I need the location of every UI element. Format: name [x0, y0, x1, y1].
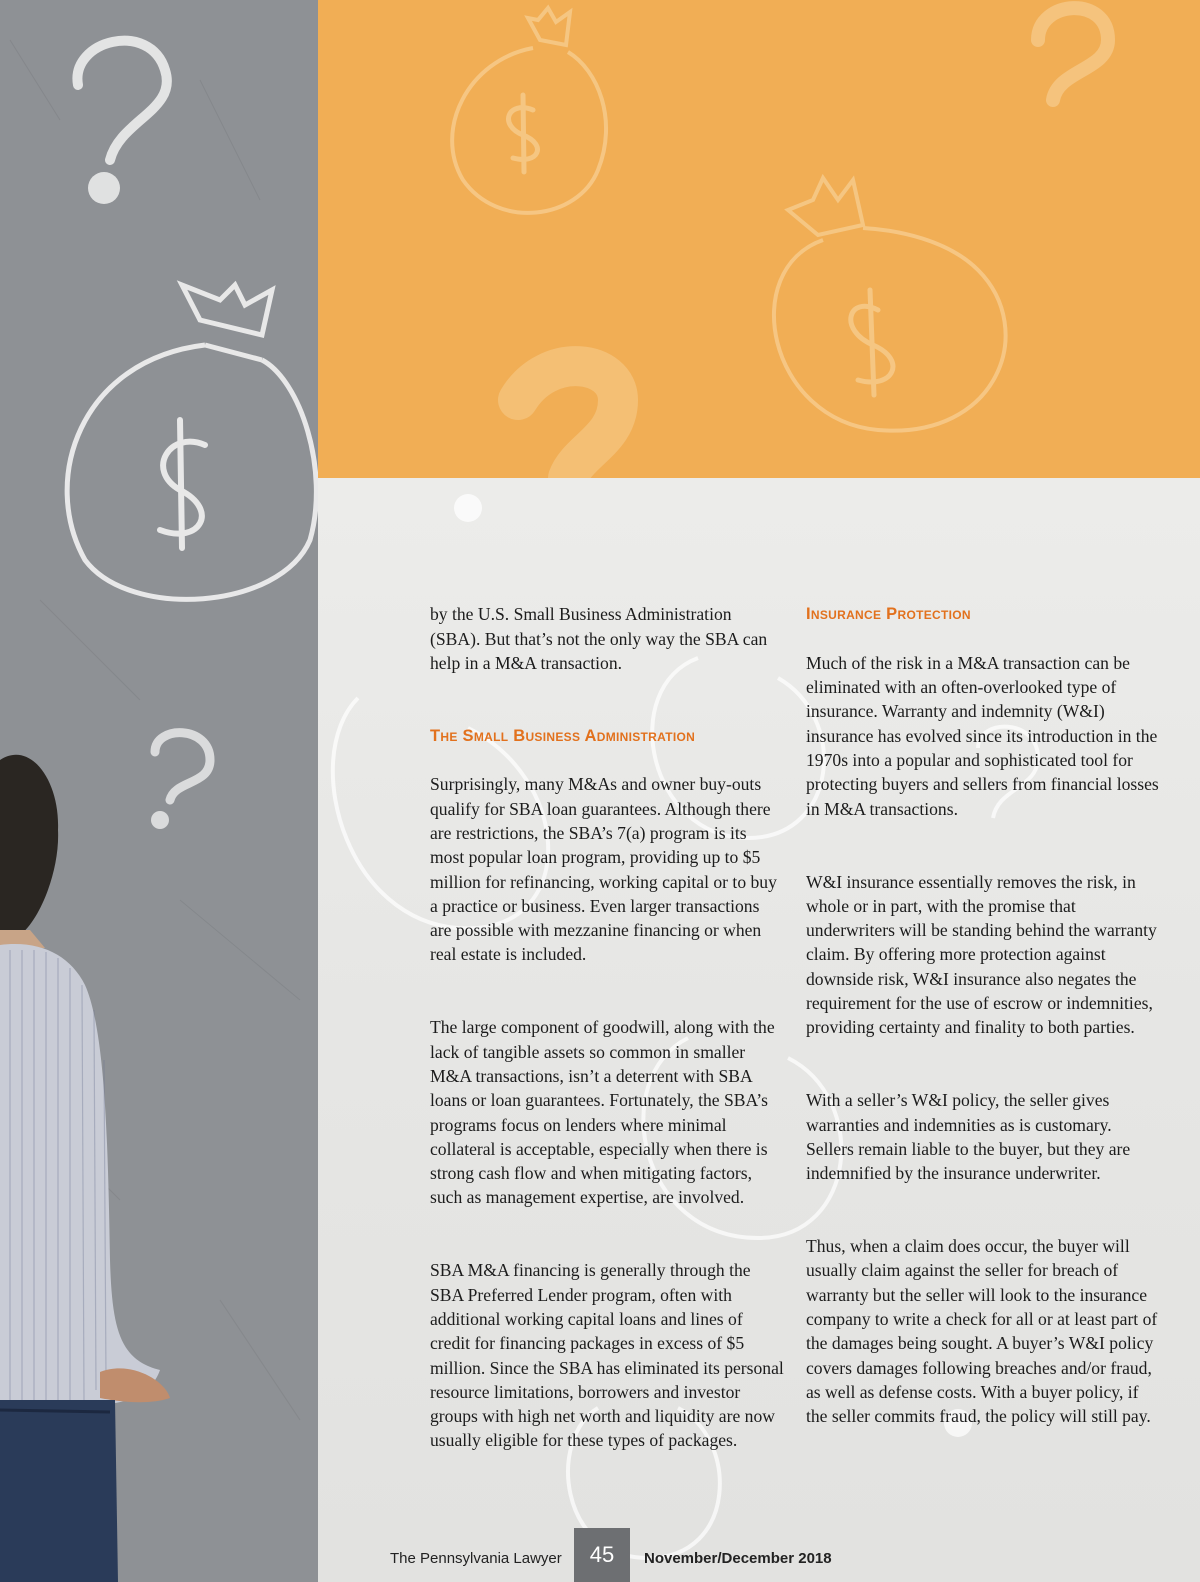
- person-jeans: [0, 1400, 118, 1582]
- orange-header-panel: [318, 0, 1200, 478]
- body-paragraph: Thus, when a claim does occur, the buyer will usually claim against the seller for breach of warranty but the seller will look to the insurance company to write a check for all or at least part of the damages being sought. A buyer’s W&I policy covers damages following breaches and/or fraud, as well as defense costs. With a buyer policy, if the seller commits fraud, the policy will still pay.: [806, 1236, 1158, 1427]
- dollar-sign-icon: [509, 95, 538, 172]
- orange-doodle-illustration: [318, 0, 1200, 478]
- body-paragraph: by the U.S. Small Business Administration (SBA). But that’s not the only way the SBA can help in a M&A transaction.: [430, 604, 768, 673]
- question-mark-dot: [151, 811, 169, 829]
- question-mark-dot: [88, 172, 120, 204]
- left-text-column: [430, 578, 785, 1501]
- body-paragraph: The large component of goodwill, along with the lack of tangible assets so common in smaller M&A transactions, isn’t a deterrent with SBA loans or loan guarantees. Fortunately, the SBA’s programs focus on lenders where minimal collateral is acceptable, especially when there is strong cash flow and when mitigating factors, such as management expertise, are involved.: [430, 1017, 775, 1208]
- section-heading-insurance: Insurance Protection: [806, 605, 971, 624]
- question-mark-icon: [1038, 8, 1108, 100]
- page-number: 45: [574, 1528, 630, 1582]
- dollar-sign-icon: [851, 290, 893, 395]
- body-paragraph: Surprisingly, many M&As and owner buy-outs qualify for SBA loan guarantees. Although there are restrictions, the SBA’s 7(a) program is its most popular loan program, providing up to $5 million for refinancing, working capital or to buy a practice or business. Even larger transactions are possible with mezzanine financing or when real estate is included.: [430, 774, 777, 965]
- body-paragraph: SBA M&A financing is generally through the SBA Preferred Lender program, often with additional working capital loans and lines of credit for financing packages in excess of $5 million. Since the SBA has eliminated its personal resource limitations, borrowers and investor groups with high net worth and liquidity are now usually eligible for these types of packages.: [430, 1260, 784, 1451]
- chalk-doodle-illustration: [0, 0, 318, 1582]
- body-paragraph: W&I insurance essentially removes the risk, in whole or in part, with the promise that underwriters will be standing behind the warranty claim. By offering more protection against downside risk, W&I insurance also negates the requirement for the use of escrow or indemnities, providing certainty and finality to both parties.: [806, 871, 1157, 1038]
- question-mark-dot: [454, 494, 482, 522]
- issue-date: November/December 2018: [644, 1550, 832, 1567]
- question-mark-icon: [518, 366, 618, 478]
- body-paragraph: Much of the risk in a M&A transaction can be eliminated with an often-overlooked type of insurance. Warranty and indemnity (W&I) insurance has evolved since its introduction in the 1970s into a popular and sophisticated tool for protecting buyers and sellers from financial losses in M&A transactions.: [806, 652, 1159, 819]
- photo-strip: [0, 0, 318, 1582]
- section-heading-sba: The Small Business Administration: [430, 726, 696, 745]
- publication-name: The Pennsylvania Lawyer: [390, 1550, 562, 1567]
- right-text-column: [806, 578, 1161, 1477]
- body-paragraph: With a seller’s W&I policy, the seller gives warranties and indemnities as is customary. Sellers remain liable to the buyer, but they are indemnified by the insurance underwriter.: [806, 1090, 1131, 1184]
- money-bag-icon: [774, 178, 1006, 431]
- page-footer: [318, 1528, 1200, 1582]
